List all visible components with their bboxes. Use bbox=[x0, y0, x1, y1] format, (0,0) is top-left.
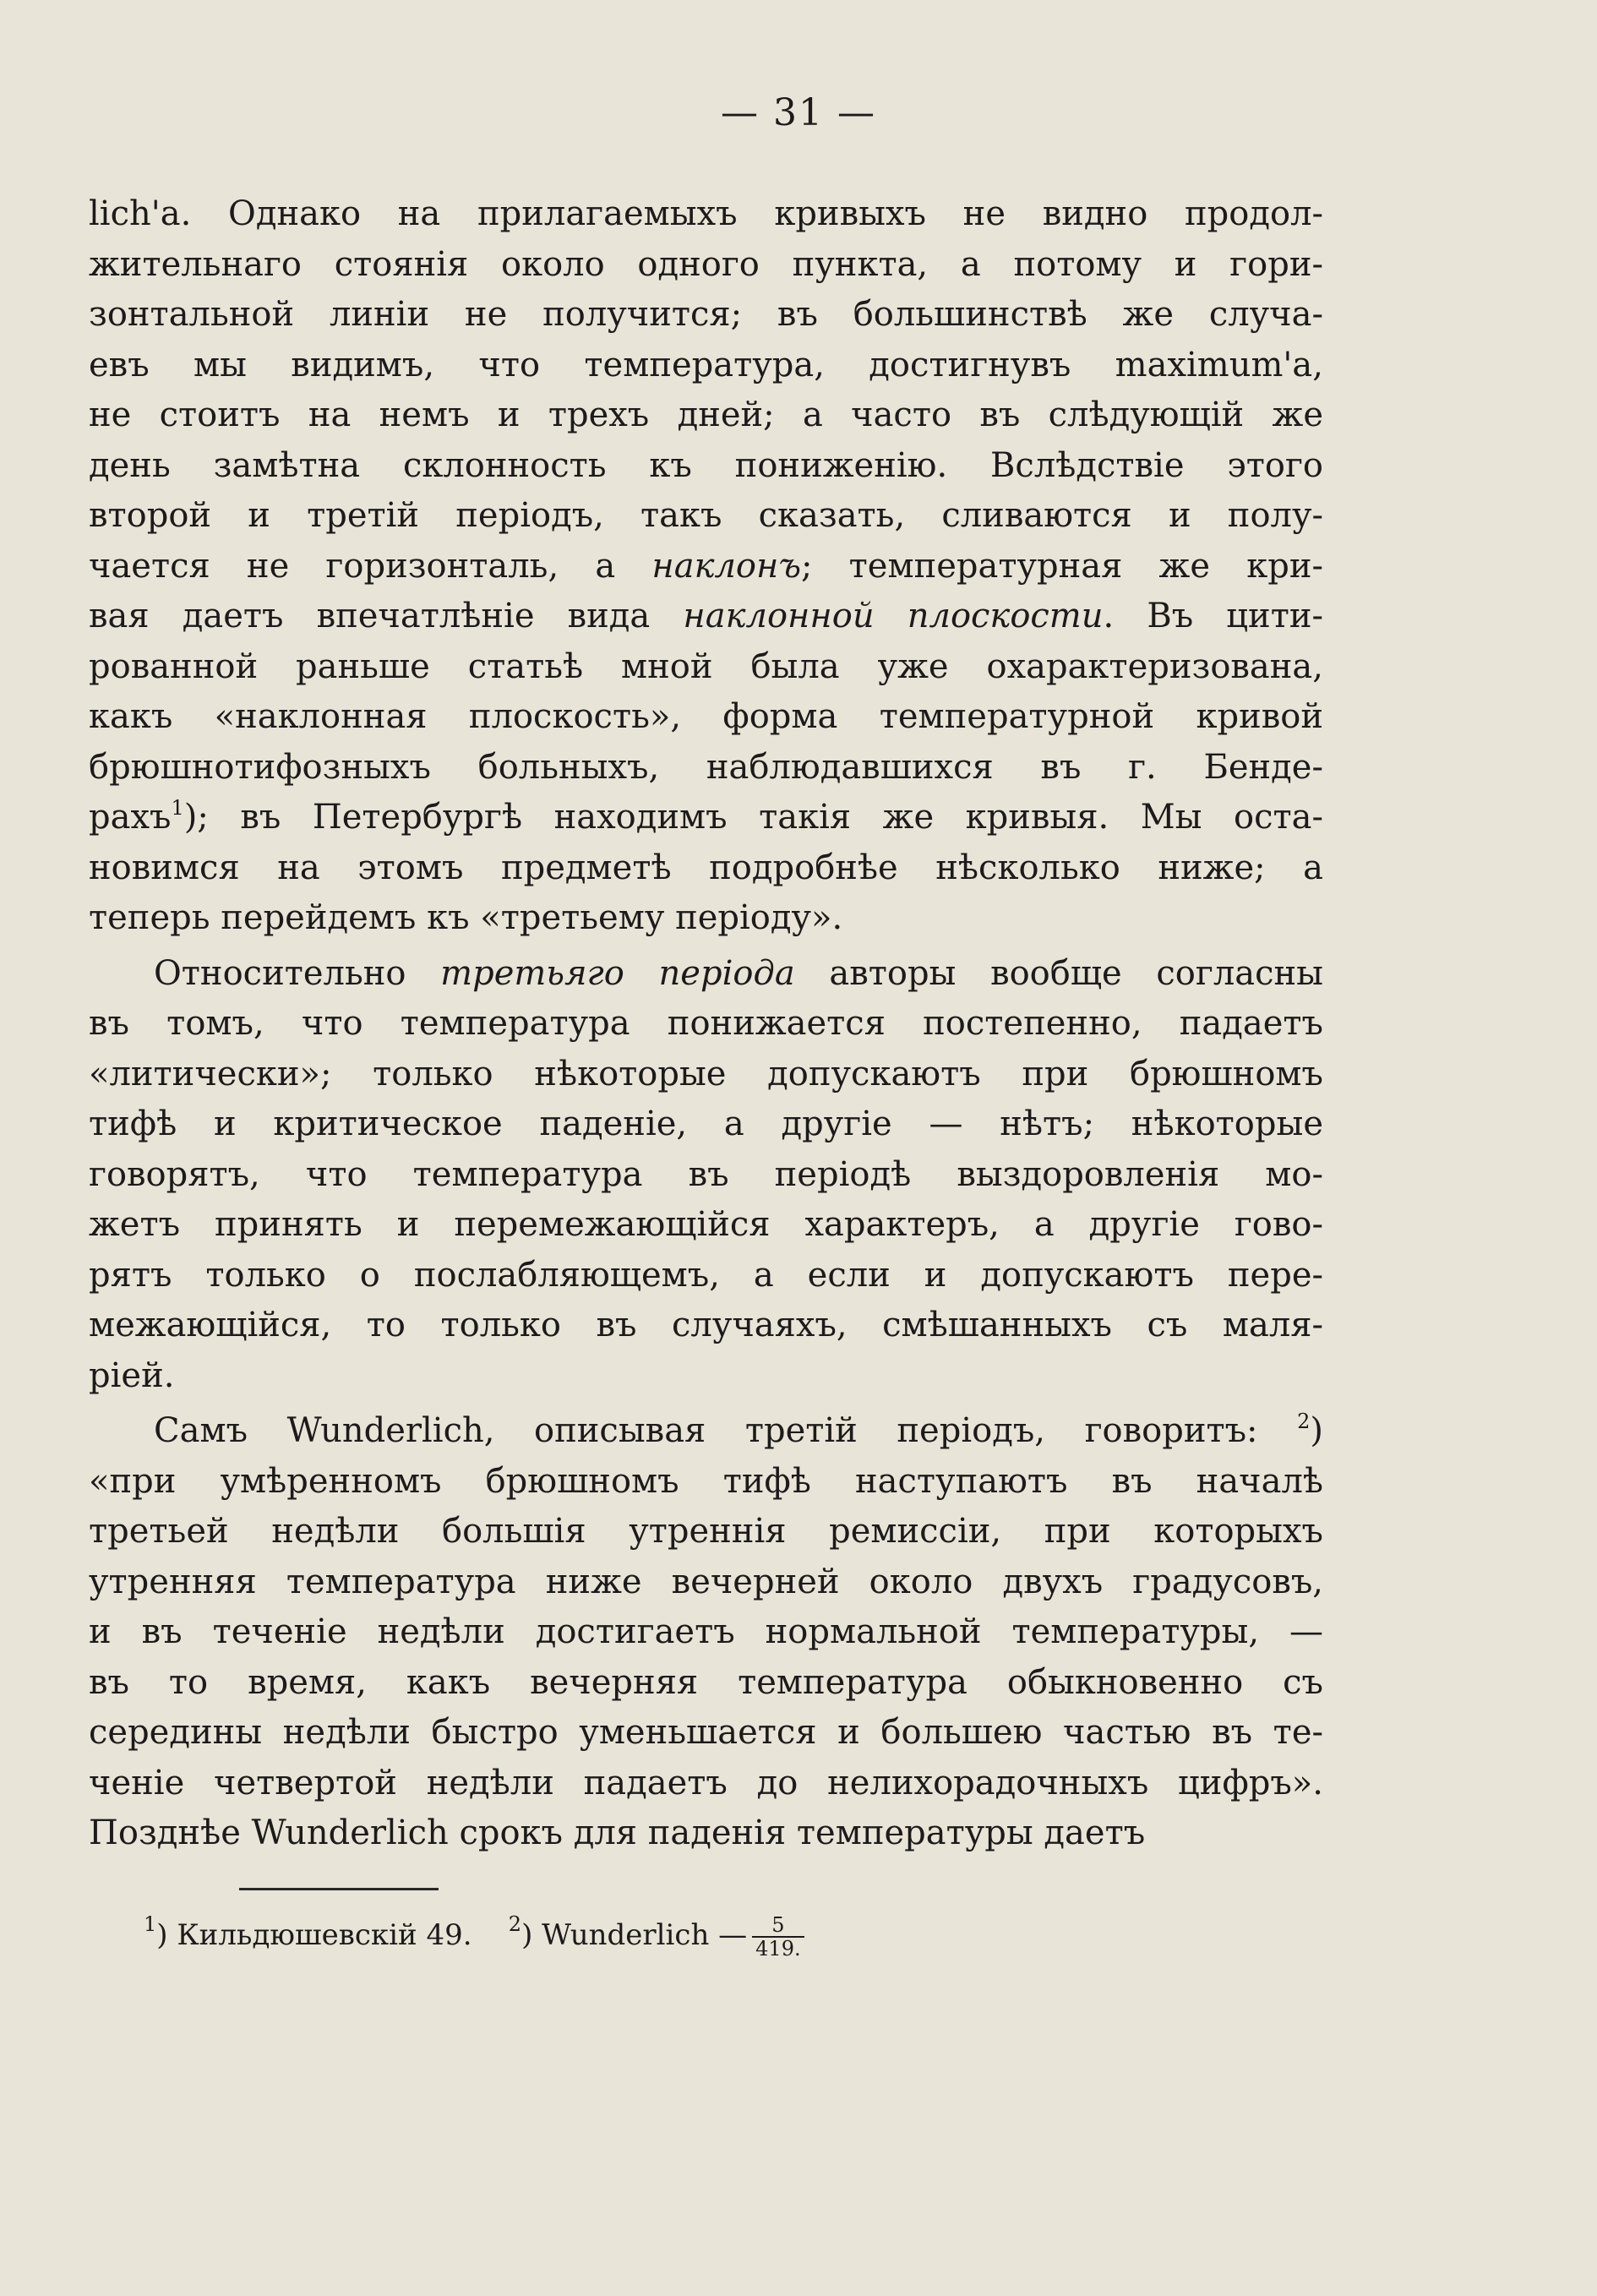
text-line: зонтальной линіи не получится; въ большинствѣ же случа- bbox=[89, 295, 1323, 334]
italic-run: третьяго періода bbox=[440, 953, 795, 993]
body-text bbox=[89, 189, 1323, 1859]
text-line: день замѣтна склонность къ пониженію. Вслѣдствіе этого bbox=[89, 445, 1323, 485]
italic-run: наклонной плоскости bbox=[683, 597, 1104, 635]
text-line: «литически»; только нѣкоторые допускаютъ при брюшномъ bbox=[89, 1054, 1323, 1093]
text-line: говорятъ, что температура въ періодѣ выздоровленія мо- bbox=[89, 1154, 1323, 1194]
text-line bbox=[89, 542, 1323, 592]
text-line bbox=[89, 793, 1323, 843]
paragraph bbox=[89, 949, 1323, 1402]
footnote-2-mark: 2 bbox=[508, 1912, 522, 1936]
footnote-2-fraction bbox=[752, 1914, 804, 1960]
text-run: вая даетъ впечатлѣніе вида bbox=[89, 597, 684, 635]
page-number: — 31 — bbox=[721, 91, 876, 134]
text-line: теперь перейдемъ къ «третьему періоду». bbox=[89, 898, 843, 937]
footnote-divider bbox=[239, 1888, 439, 1890]
text-run: Относительно bbox=[154, 953, 441, 993]
text-run: авторы вообще согласны bbox=[794, 953, 1324, 993]
footnote-2 bbox=[508, 1912, 804, 1961]
text-line: въ то время, какъ вечерняя температура обыкновенно съ bbox=[89, 1662, 1323, 1702]
text-line: утренняя температура ниже вечерней около двухъ градусовъ, bbox=[89, 1562, 1323, 1601]
text-line: рятъ только о послабляющемъ, а если и допускаютъ пере- bbox=[89, 1255, 1323, 1295]
italic-run: наклонъ bbox=[651, 546, 802, 586]
text-line: брюшнотифозныхъ больныхъ, наблюдавшихся въ г. Бенде- bbox=[89, 747, 1323, 787]
text-line: второй и третій періодъ, такъ сказать, сливаются и полу- bbox=[89, 496, 1323, 535]
text-line: жетъ принять и перемежающійся характеръ, а другіе гово- bbox=[89, 1205, 1323, 1244]
footnote-1 bbox=[144, 1912, 472, 1952]
text-line: какъ «наклонная плоскость», форма температурной кривой bbox=[89, 697, 1323, 736]
text-line: не стоитъ на немъ и трехъ дней; а часто въ слѣдующій же bbox=[89, 395, 1323, 434]
text-line: евъ мы видимъ, что температура, достигнувъ maximum'a, bbox=[89, 345, 1323, 384]
text-line: рованной раньше статьѣ мной была уже охарактеризована, bbox=[89, 646, 1323, 686]
text-line bbox=[89, 1406, 1323, 1457]
paragraph bbox=[89, 189, 1323, 944]
text-run: рахъ bbox=[89, 798, 172, 837]
text-line: «при умѣренномъ брюшномъ тифѣ наступаютъ въ началѣ bbox=[89, 1461, 1323, 1501]
footnote-2-text: ) Wunderlich — bbox=[521, 1918, 748, 1952]
text-line: въ томъ, что температура понижается постепенно, падаетъ bbox=[89, 1004, 1323, 1043]
text-line: тифѣ и критическое паденіе, а другіе — нѣтъ; нѣкоторые bbox=[89, 1104, 1323, 1143]
paragraph bbox=[89, 1406, 1323, 1859]
text-run: чается не горизонталь, а bbox=[89, 546, 652, 586]
footnote-1-text: ) Кильдюшевскій 49. bbox=[156, 1918, 472, 1952]
text-line: ріей. bbox=[89, 1355, 175, 1395]
text-line: Позднѣе Wunderlich срокъ для паденія температуры даетъ bbox=[89, 1813, 1146, 1852]
text-line: жительнаго стоянія около одного пункта, а потому и гори- bbox=[89, 244, 1323, 284]
footnote-ref: 2 bbox=[1297, 1410, 1311, 1433]
text-run: ; температурная же кри- bbox=[801, 546, 1323, 586]
text-run: . Въ цити- bbox=[1103, 597, 1323, 635]
text-run: ); въ Петербургѣ находимъ такія же кривыя. Мы оста- bbox=[183, 798, 1323, 837]
footnote-1-mark: 1 bbox=[144, 1912, 157, 1936]
footnotes bbox=[144, 1914, 804, 1960]
text-line bbox=[89, 949, 1323, 1000]
text-line: новимся на этомъ предметѣ подробнѣе нѣсколько ниже; а bbox=[89, 848, 1323, 887]
text-run: ) bbox=[1310, 1411, 1323, 1450]
text-line: третьей недѣли большія утреннія ремиссіи, при которыхъ bbox=[89, 1512, 1323, 1551]
text-line bbox=[89, 592, 1323, 642]
text-line: lich'a. Однако на прилагаемыхъ кривыхъ не видно продол- bbox=[89, 194, 1323, 233]
footnote-ref: 1 bbox=[171, 796, 184, 820]
text-line: ченіе четвертой недѣли падаетъ до нелихорадочныхъ цифръ». bbox=[89, 1763, 1323, 1802]
text-line: межающійся, то только въ случаяхъ, смѣшанныхъ съ маля- bbox=[89, 1306, 1323, 1344]
text-line: середины недѣли быстро уменьшается и большею частью въ те- bbox=[89, 1713, 1323, 1752]
text-line: и въ теченіе недѣли достигаетъ нормальной температуры, — bbox=[89, 1612, 1323, 1651]
fraction-denominator: 419. bbox=[755, 1937, 801, 1961]
text-run: Самъ Wunderlich, описывая третій періодъ, говоритъ: bbox=[154, 1411, 1298, 1450]
fraction-numerator: 5 bbox=[752, 1914, 804, 1938]
